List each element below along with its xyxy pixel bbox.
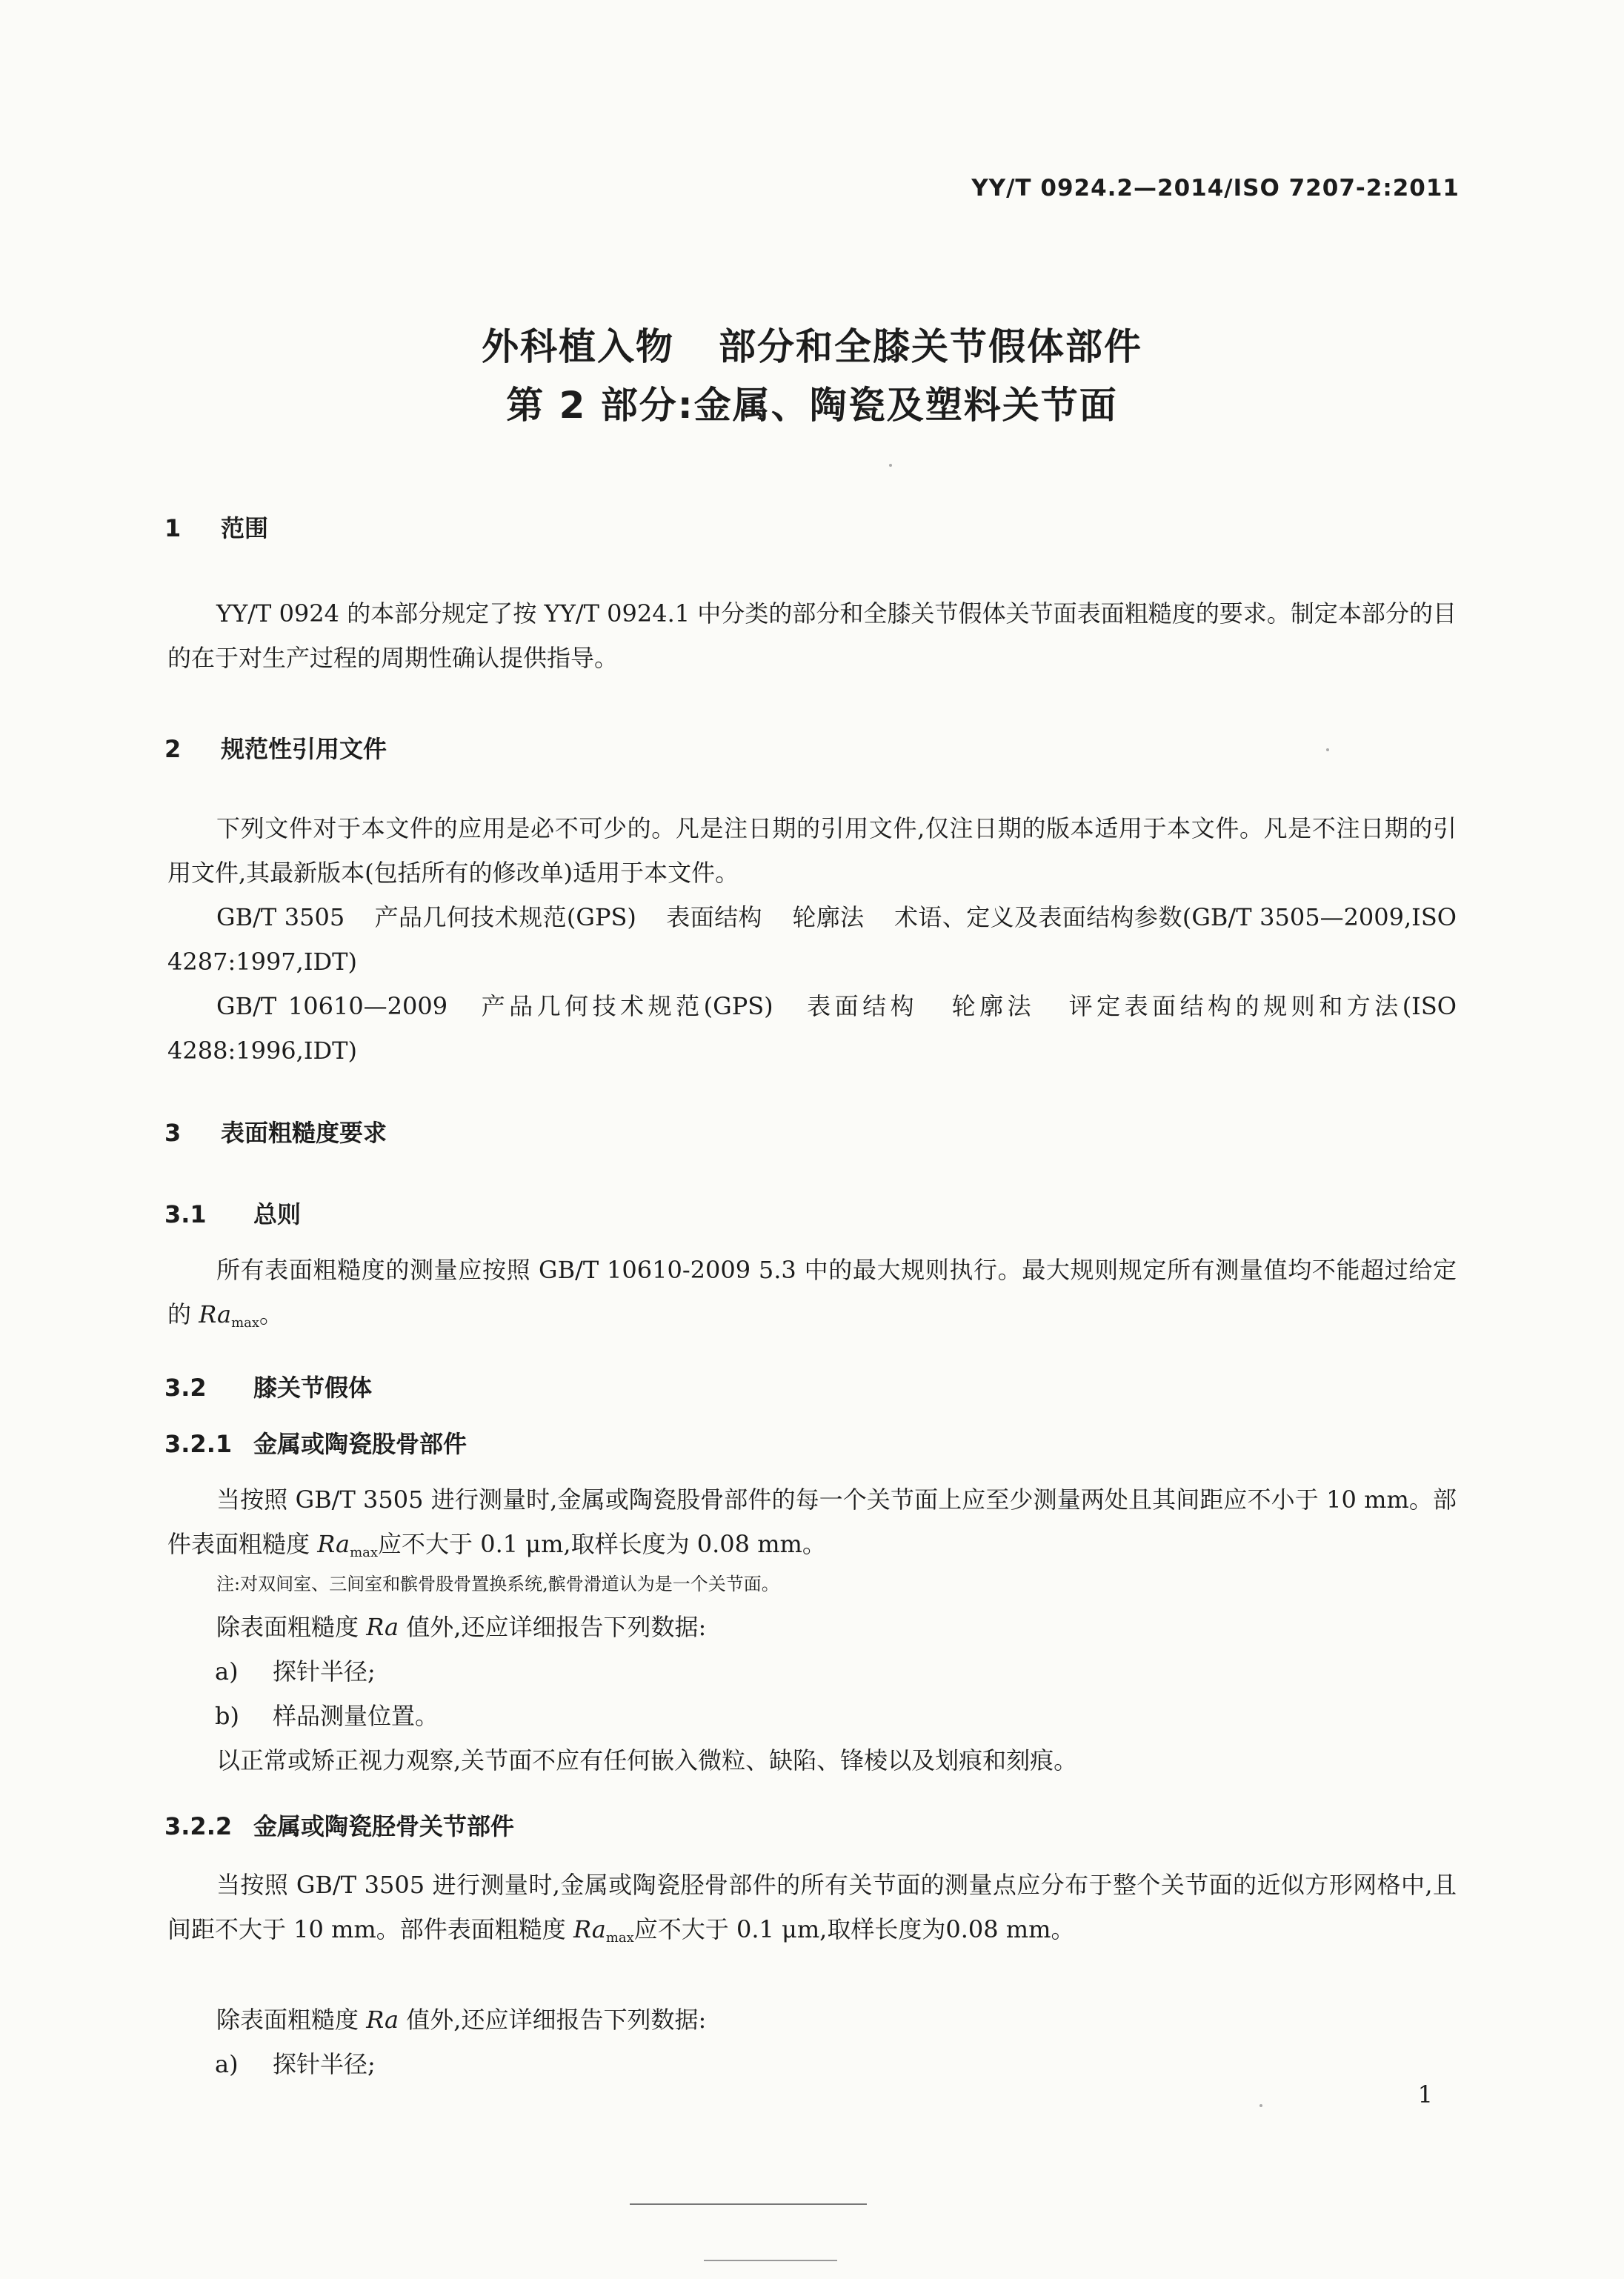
section-title: 表面粗糙度要求 (221, 1119, 387, 1147)
ra-subscript: max (231, 1315, 260, 1331)
paragraph-text: 应不大于 0.1 μm,取样长度为 0.08 mm。 (378, 1530, 826, 1558)
section-number: 2 (164, 735, 182, 763)
title-part-2: 部分和全膝关节假体部件 (719, 325, 1142, 368)
reference-1 (167, 895, 1457, 984)
scan-speck (1326, 748, 1329, 751)
document-title-line-2: 第 2 部分:金属、陶瓷及塑料关节面 (506, 384, 1118, 427)
section-2-text: 下列文件对于本文件的应用是必不可少的。凡是注日期的引用文件,仅注日期的版本适用于本文件。凡是不注日期的引用文件,其最新版本(包括所有的修改单)适用于本文件。 (167, 814, 1457, 887)
scan-speck (889, 464, 892, 467)
ref-code: GB/T 3505 (216, 903, 345, 931)
section-title: 金属或陶瓷胫骨关节部件 (253, 1812, 515, 1840)
ra-subscript: max (605, 1930, 634, 1946)
section-number: 3.2 (164, 1374, 207, 1402)
ref-part: 表面结构 (665, 903, 762, 931)
section-title: 范围 (221, 514, 269, 542)
ref-code: GB/T 10610—2009 (216, 992, 448, 1020)
section-3-2-1-text (167, 1477, 1457, 1575)
section-title: 规范性引用文件 (221, 735, 387, 763)
note: 注:对双间室、三间室和髌骨股骨置换系统,髌骨滑道认为是一个关节面。 (216, 1574, 779, 1594)
ref-part: 表面结构 (802, 992, 919, 1020)
ref-part: 术语、定义及表面结构参数(GB/T 3505—2009,ISO 4287:1997,IDT) (167, 903, 1457, 976)
ref-part: 轮廓法 (791, 903, 865, 931)
title-part-1: 外科植入物 (482, 325, 674, 368)
paragraph-end: 。 (259, 1300, 284, 1328)
section-2-heading (164, 731, 387, 765)
list-text: 探针半径; (273, 1657, 376, 1686)
text: 值外,还应详细报告下列数据: (399, 2006, 707, 2034)
text: 除表面粗糙度 (216, 1613, 367, 1641)
list-marker: b) (215, 1702, 239, 1730)
list-text: 探针半径; (273, 2050, 376, 2078)
section-title: 总则 (253, 1200, 302, 1228)
list-marker: a) (215, 1657, 239, 1686)
scan-artifact-line (704, 2260, 837, 2261)
list-item (215, 1694, 439, 1738)
section-number: 1 (164, 514, 182, 542)
page-number: 1 (1417, 2080, 1433, 2109)
list-text: 样品测量位置。 (273, 1702, 439, 1730)
ref-part: 产品几何技术规范(GPS) (374, 903, 636, 931)
section-number: 3.2.1 (164, 1430, 233, 1458)
ra-symbol: Ra (199, 1300, 232, 1328)
text: 值外,还应详细报告下列数据: (399, 1613, 707, 1641)
document-title-line-1 (0, 317, 1624, 370)
section-number: 3.2.2 (164, 1812, 233, 1840)
reference-2 (167, 984, 1457, 1073)
section-3-2-heading (164, 1369, 372, 1403)
section-1-heading (164, 510, 268, 544)
section-1-text: YY/T 0924 的本部分规定了按 YY/T 0924.1 中分类的部分和全膝关节假体关节面表面粗糙度的要求。制定本部分的目的在于对生产过程的周期性确认提供指导。 (167, 599, 1457, 672)
section-title: 膝关节假体 (253, 1374, 373, 1402)
section-3-2-2-heading (164, 1808, 514, 1842)
scan-speck (1259, 2104, 1262, 2107)
report-instruction (216, 1997, 706, 2042)
ra-symbol: Ra (317, 1530, 350, 1558)
ra-symbol: Ra (366, 2006, 399, 2034)
list-marker: a) (215, 2050, 239, 2078)
paragraph-text: 所有表面粗糙度的测量应按照 GB/T 10610-2009 5.3 中的最大规则执行。最大规则规定所有测量值均不能超过给定的 (167, 1256, 1457, 1328)
section-number: 3.1 (164, 1200, 207, 1228)
ra-symbol: Ra (573, 1915, 606, 1943)
ra-symbol: Ra (366, 1613, 399, 1641)
scan-artifact-line (630, 2203, 867, 2205)
ra-subscript: max (350, 1545, 379, 1560)
ref-part: 轮廓法 (948, 992, 1036, 1020)
list-item (215, 1649, 376, 1694)
section-3-2-2-text (167, 1863, 1457, 1960)
section-title: 金属或陶瓷股骨部件 (253, 1430, 467, 1458)
visual-requirement: 以正常或矫正视力观察,关节面不应有任何嵌入微粒、缺陷、锋棱以及划痕和刻痕。 (216, 1746, 1078, 1774)
ref-part: 产品几何技术规范(GPS) (477, 992, 773, 1020)
paragraph-text: 应不大于 0.1 μm,取样长度为0.08 mm。 (633, 1915, 1075, 1943)
section-3-2-1-heading (164, 1425, 467, 1460)
standard-code: YY/T 0924.2—2014/ISO 7207-2:2011 (971, 175, 1460, 202)
text: 除表面粗糙度 (216, 2006, 367, 2034)
ref-part: 评定表面结构的规则和方法(ISO 4288:1996,IDT) (167, 992, 1457, 1065)
paragraph-text: 当按照 GB/T 3505 进行测量时,金属或陶瓷胫骨部件的所有关节面的测量点应分布于整个关节面的近似方形网格中,且间距不大于 10 mm。部件表面粗糙度 (167, 1871, 1457, 1943)
section-3-1-heading (164, 1196, 301, 1230)
section-3-heading (164, 1114, 387, 1148)
list-item (215, 2042, 376, 2086)
report-instruction (216, 1605, 706, 1649)
section-3-1-text (167, 1248, 1457, 1345)
section-number: 3 (164, 1119, 182, 1147)
paragraph-text: 当按照 GB/T 3505 进行测量时,金属或陶瓷股骨部件的每一个关节面上应至少测量两处且其间距应不小于 10 mm。部件表面粗糙度 (167, 1485, 1457, 1558)
